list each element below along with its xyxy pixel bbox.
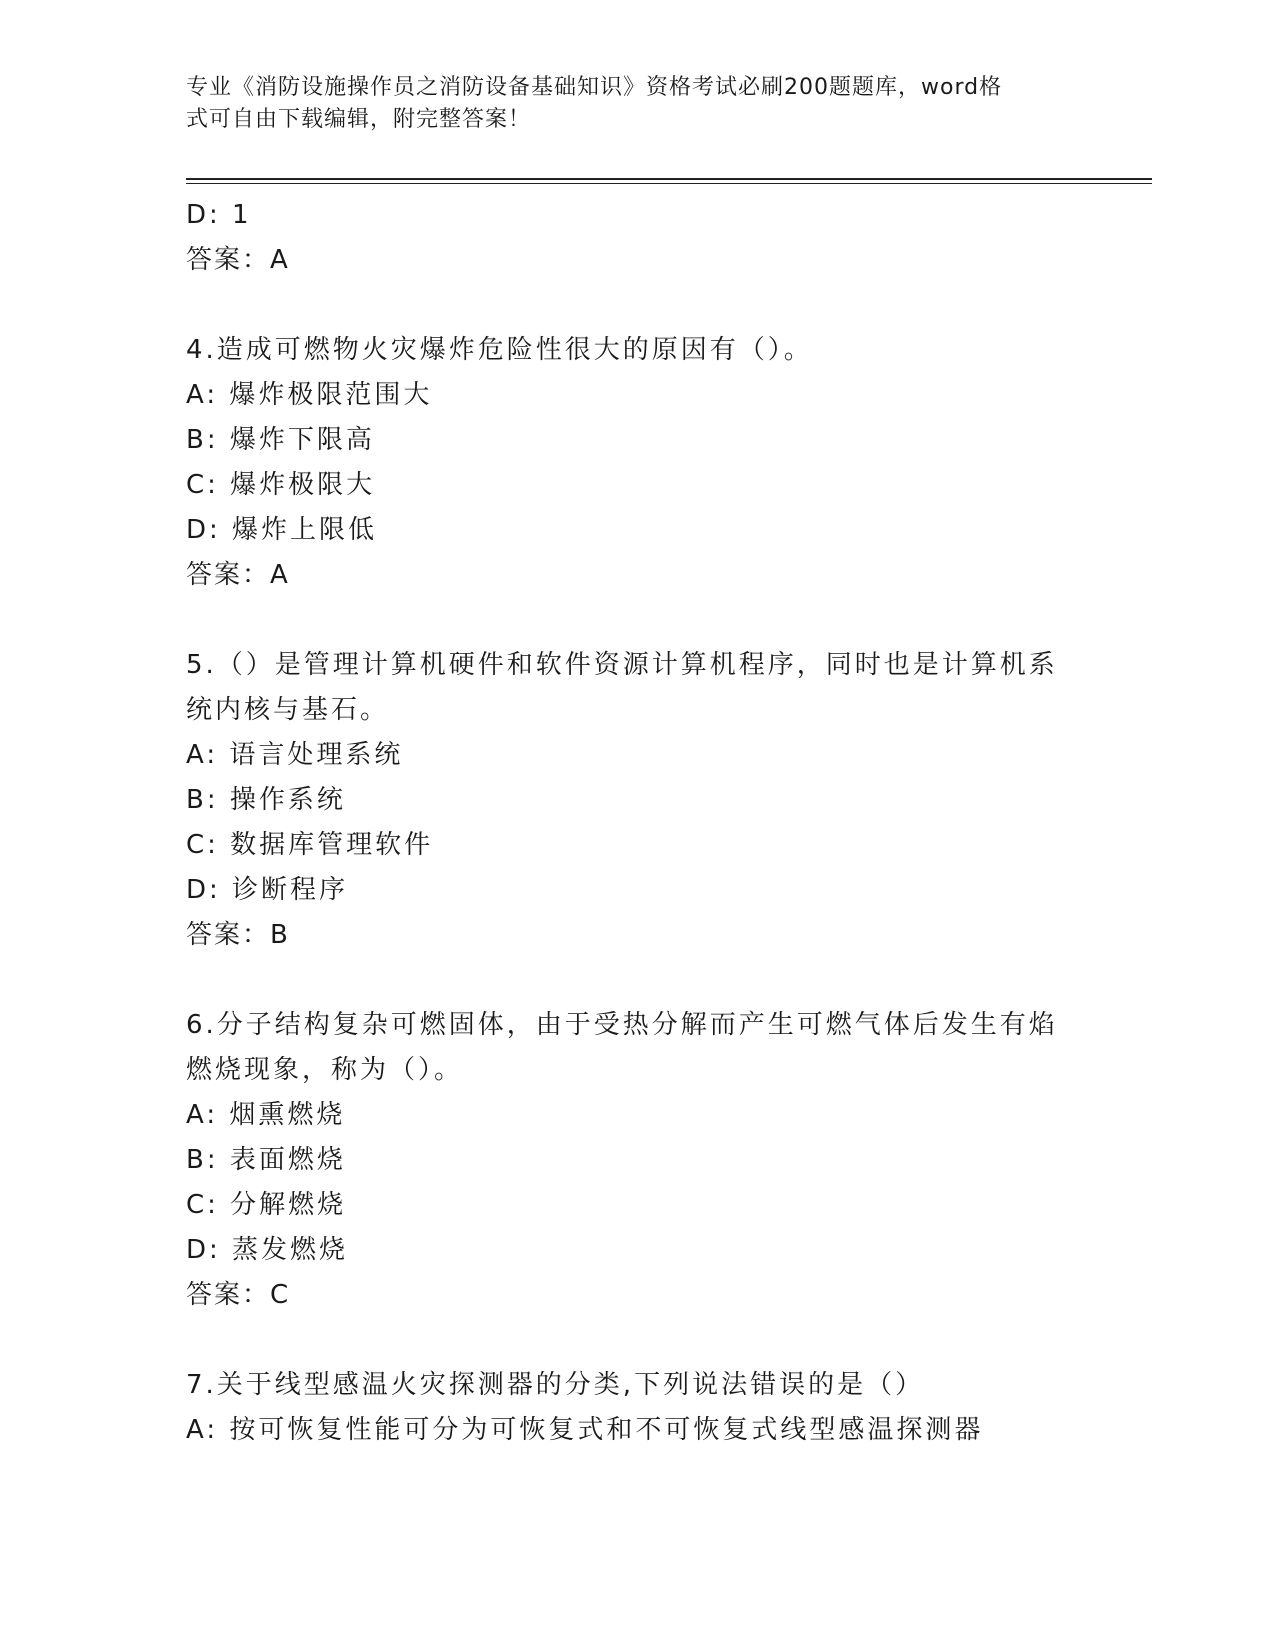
answer: 答案：C (186, 1280, 291, 1310)
question-5 (186, 643, 1066, 958)
question-stem-line-2: 燃烧现象，称为（）。 (186, 1055, 464, 1085)
question-list (186, 193, 1066, 1453)
option-a: A: 爆炸极限范围大 (186, 380, 433, 410)
question-stem-line-1: 5.（）是管理计算机硬件和软件资源计算机程序，同时也是计算机系 (186, 650, 1058, 680)
question-stem-line-1: 6.分子结构复杂可燃固体，由于受热分解而产生可燃气体后发生有焰 (186, 1010, 1058, 1040)
document-header (186, 72, 1066, 136)
option-a: A: 按可恢复性能可分为可恢复式和不可恢复式线型感温探测器 (186, 1415, 984, 1445)
header-title-line-2: 式可自由下载编辑，附完整答案！ (186, 107, 532, 132)
option-d: D: 爆炸上限低 (186, 515, 378, 545)
question-7 (186, 1363, 1066, 1453)
header-rule-thin (186, 183, 1152, 184)
question-stem-line-2: 统内核与基石。 (186, 695, 390, 725)
question-4 (186, 328, 1066, 598)
option-d: D: 诊断程序 (186, 875, 349, 905)
answer: 答案：A (186, 245, 290, 275)
option-a: A: 烟熏燃烧 (186, 1100, 346, 1130)
option-d: D: 1 (186, 200, 252, 230)
header-title-line-1: 专业《消防设施操作员之消防设备基础知识》资格考试必刷200题题库，word格 (186, 75, 1003, 100)
question-stem: 7.关于线型感温火灾探测器的分类,下列说法错误的是（） (186, 1370, 925, 1400)
option-b: B: 爆炸下限高 (186, 425, 375, 455)
option-c: C: 分解燃烧 (186, 1190, 347, 1220)
question-stem: 4.造成可燃物火灾爆炸危险性很大的原因有（）。 (186, 335, 813, 365)
option-c: C: 爆炸极限大 (186, 470, 376, 500)
option-c: C: 数据库管理软件 (186, 830, 434, 860)
question-3-tail (186, 193, 1066, 283)
question-6 (186, 1003, 1066, 1318)
answer: 答案：A (186, 560, 290, 590)
header-rule-thick (186, 178, 1152, 180)
option-d: D: 蒸发燃烧 (186, 1235, 349, 1265)
option-a: A: 语言处理系统 (186, 740, 404, 770)
answer: 答案：B (186, 920, 290, 950)
option-b: B: 表面燃烧 (186, 1145, 346, 1175)
option-b: B: 操作系统 (186, 785, 346, 815)
